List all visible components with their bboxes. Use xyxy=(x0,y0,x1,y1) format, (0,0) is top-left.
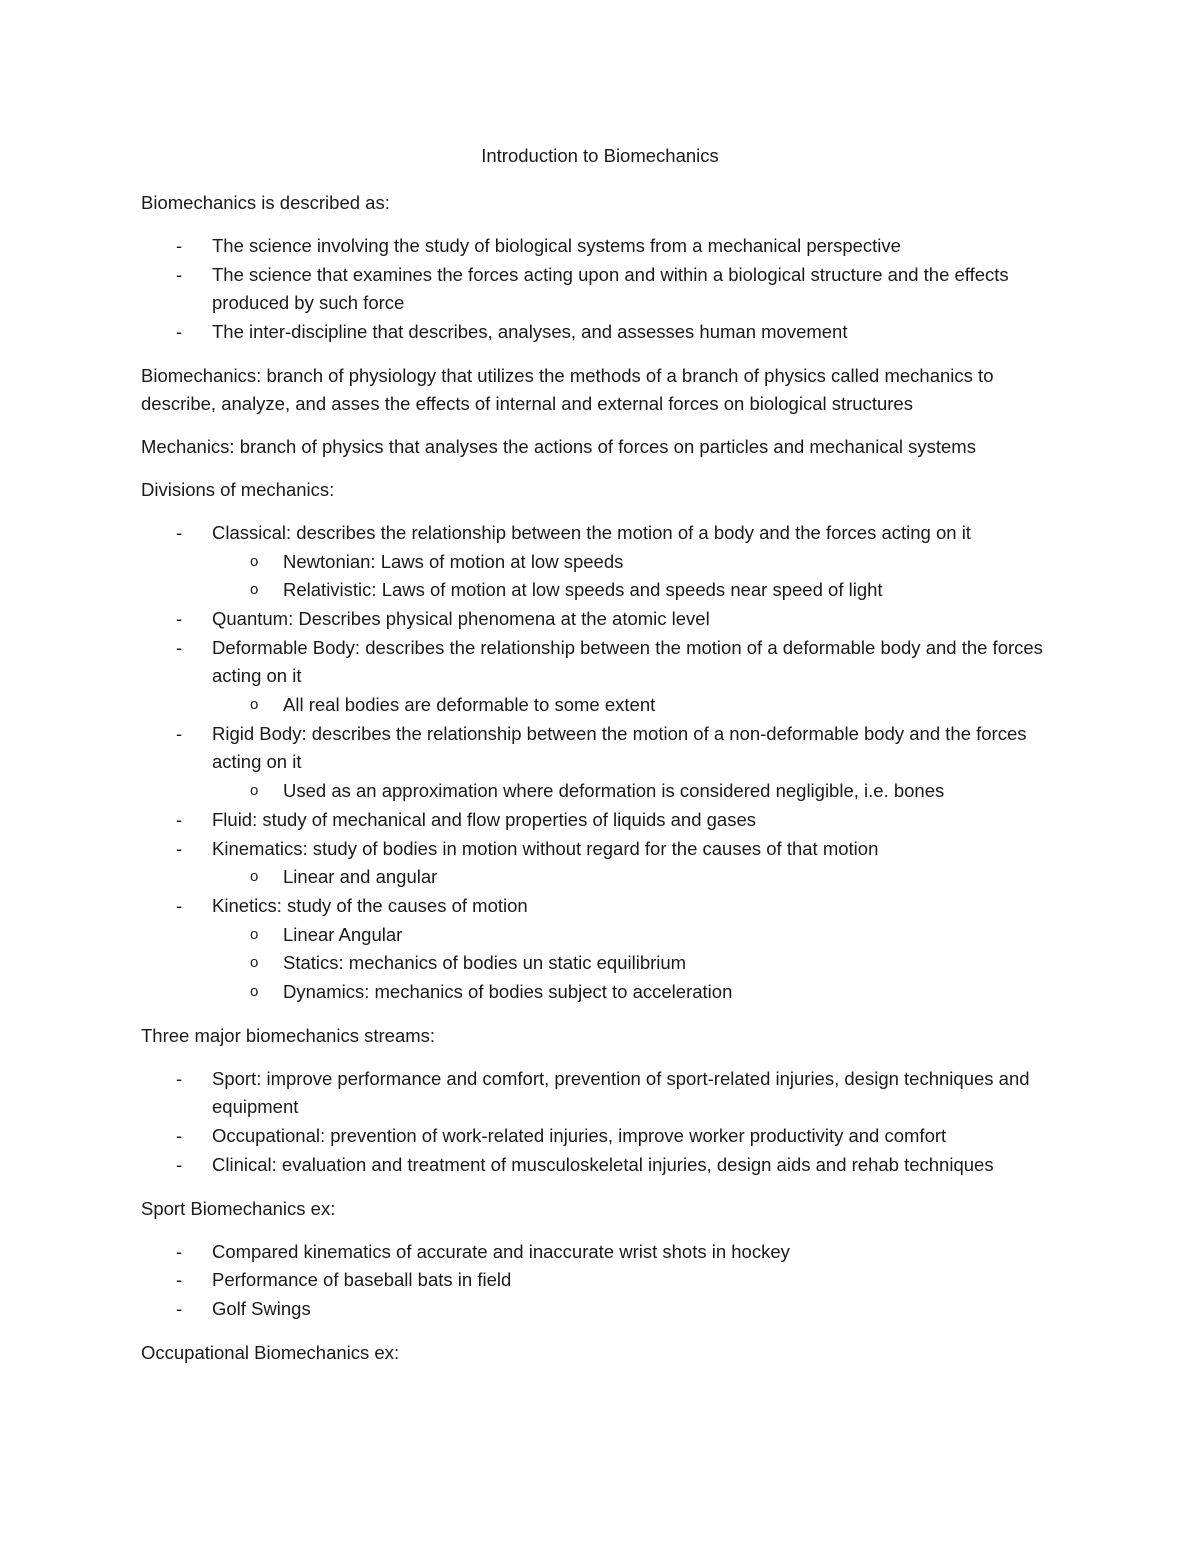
list-item xyxy=(141,318,1061,347)
sub-list-item xyxy=(212,863,1061,892)
list-item xyxy=(141,720,1061,806)
dash-bullet: - xyxy=(176,1153,183,1175)
list-item xyxy=(141,1151,1061,1180)
list-item xyxy=(141,1266,1061,1295)
list-item-text: Compared kinematics of accurate and inaccurate wrist shots in hockey xyxy=(212,1240,790,1262)
described-heading: Biomechanics is described as: xyxy=(141,192,390,213)
sport-heading: Sport Biomechanics ex: xyxy=(141,1197,336,1219)
list-item-text: Fluid: study of mechanical and flow properties of liquids and gases xyxy=(212,808,756,830)
sub-list-item-text: Newtonian: Laws of motion at low speeds xyxy=(283,550,624,572)
circle-bullet: o xyxy=(250,696,259,714)
list-item xyxy=(141,261,1061,318)
list-item xyxy=(141,806,1061,835)
divisions-list xyxy=(141,519,1061,1007)
dash-bullet: - xyxy=(176,1125,183,1147)
dash-bullet: - xyxy=(176,521,183,543)
list-item xyxy=(141,605,1061,634)
list-item-text: Performance of baseball bats in field xyxy=(212,1269,512,1291)
circle-bullet: o xyxy=(250,552,259,570)
dash-bullet: - xyxy=(176,263,183,285)
occupational-heading: Occupational Biomechanics ex: xyxy=(141,1341,400,1363)
circle-bullet: o xyxy=(250,782,259,800)
document-body xyxy=(141,189,1061,1382)
described-list xyxy=(141,232,1061,347)
list-item xyxy=(141,1122,1061,1151)
list-item-text: The science that examines the forces acting upon and within a biological structure and the effects produced by such force xyxy=(212,263,1009,314)
list-item-text: Quantum: Describes physical phenomena at the atomic level xyxy=(212,607,710,629)
dash-bullet: - xyxy=(176,1269,183,1291)
list-item xyxy=(141,835,1061,892)
circle-bullet: o xyxy=(250,954,259,972)
sub-list-item-text: Linear and angular xyxy=(283,866,438,888)
document-title: Introduction to Biomechanics xyxy=(481,145,719,166)
sub-list-item-text: Linear Angular xyxy=(283,923,403,945)
dash-bullet: - xyxy=(176,321,183,343)
biomechanics-definition: Biomechanics: branch of physiology that utilizes the methods of a branch of physics called mechanics to describe, analyze, and asses the effects of internal and external forces on biological structures xyxy=(141,364,994,414)
list-item-text: Rigid Body: describes the relationship between the motion of a non-deformable body and the forces acting on it xyxy=(212,722,1027,773)
sub-list-item-text: Statics: mechanics of bodies un static equilibrium xyxy=(283,952,687,974)
list-item-text: Deformable Body: describes the relationship between the motion of a deformable body and the forces acting on it xyxy=(212,636,1043,687)
sport-examples-list xyxy=(141,1238,1061,1324)
sub-list-item xyxy=(212,921,1061,950)
list-item xyxy=(141,892,1061,1007)
circle-bullet: o xyxy=(250,581,259,599)
sub-list xyxy=(212,921,1061,1007)
dash-bullet: - xyxy=(176,722,183,744)
list-item xyxy=(141,519,1061,605)
list-item xyxy=(141,1238,1061,1267)
dash-bullet: - xyxy=(176,636,183,658)
circle-bullet: o xyxy=(250,983,259,1001)
sub-list-item xyxy=(212,691,1061,720)
dash-bullet: - xyxy=(176,1067,183,1089)
sub-list xyxy=(212,691,1061,720)
sub-list-item xyxy=(212,777,1061,806)
list-item-text: Classical: describes the relationship between the motion of a body and the forces acting on it xyxy=(212,521,971,543)
list-item xyxy=(141,232,1061,261)
dash-bullet: - xyxy=(176,837,183,859)
streams-list xyxy=(141,1065,1061,1180)
list-item-text: Golf Swings xyxy=(212,1297,311,1319)
sub-list-item xyxy=(212,949,1061,978)
list-item xyxy=(141,1295,1061,1324)
sub-list xyxy=(212,863,1061,892)
mechanics-definition: Mechanics: branch of physics that analyses the actions of forces on particles and mechanical systems xyxy=(141,435,976,457)
sub-list-item-text: Dynamics: mechanics of bodies subject to acceleration xyxy=(283,981,733,1003)
dash-bullet: - xyxy=(176,894,183,916)
list-item xyxy=(141,1065,1061,1122)
dash-bullet: - xyxy=(176,1240,183,1262)
circle-bullet: o xyxy=(250,925,259,943)
sub-list-item xyxy=(212,978,1061,1007)
divisions-heading: Divisions of mechanics: xyxy=(141,478,335,500)
list-item-text: The science involving the study of biological systems from a mechanical perspective xyxy=(212,235,901,256)
dash-bullet: - xyxy=(176,1297,183,1319)
sub-list xyxy=(212,777,1061,806)
sub-list xyxy=(212,548,1061,605)
list-item-text: Occupational: prevention of work-related injuries, improve worker productivity and comfort xyxy=(212,1125,947,1147)
sub-list-item-text: Relativistic: Laws of motion at low speeds and speeds near speed of light xyxy=(283,579,883,601)
sub-list-item xyxy=(212,548,1061,577)
dash-bullet: - xyxy=(176,607,183,629)
sub-list-item-text: All real bodies are deformable to some extent xyxy=(283,694,656,716)
sub-list-item xyxy=(212,576,1061,605)
list-item-text: Sport: improve performance and comfort, prevention of sport-related injuries, design techniques and equipment xyxy=(212,1067,1030,1118)
dash-bullet: - xyxy=(176,808,183,830)
list-item xyxy=(141,634,1061,720)
streams-heading: Three major biomechanics streams: xyxy=(141,1024,436,1046)
list-item-text: Clinical: evaluation and treatment of musculoskeletal injuries, design aids and rehab techniques xyxy=(212,1153,994,1175)
list-item-text: The inter-discipline that describes, analyses, and assesses human movement xyxy=(212,321,848,343)
dash-bullet: - xyxy=(176,235,183,256)
list-item-text: Kinematics: study of bodies in motion without regard for the causes of that motion xyxy=(212,837,879,859)
circle-bullet: o xyxy=(250,868,259,886)
list-item-text: Kinetics: study of the causes of motion xyxy=(212,894,528,916)
sub-list-item-text: Used as an approximation where deformation is considered negligible, i.e. bones xyxy=(283,780,945,802)
